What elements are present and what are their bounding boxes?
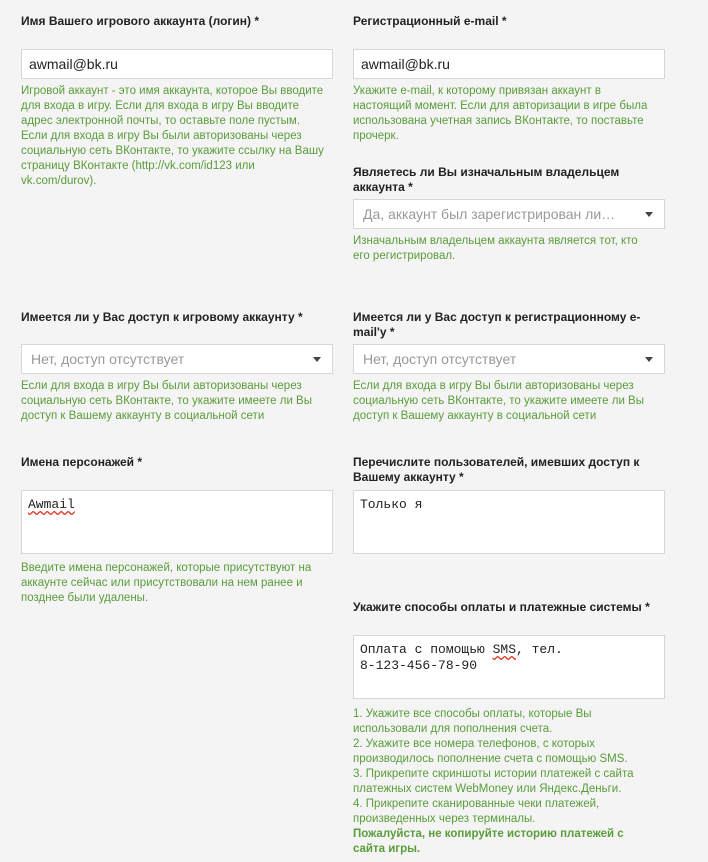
email-input-value: awmail@bk.ru bbox=[361, 56, 450, 72]
characters-textarea[interactable] bbox=[21, 490, 333, 554]
payment-textarea[interactable] bbox=[353, 635, 665, 699]
payment-label: Укажите способы оплаты и платежные системы * bbox=[353, 600, 650, 614]
login-input-value: awmail@bk.ru bbox=[29, 56, 118, 72]
payment-value: Оплата с помощью SMS, тел. 8-123-456-78-90 bbox=[360, 642, 563, 673]
chevron-down-icon bbox=[645, 212, 653, 217]
account-access-select[interactable] bbox=[21, 344, 333, 374]
chevron-down-icon bbox=[313, 357, 321, 362]
original-owner-select[interactable] bbox=[353, 199, 665, 229]
account-access-selected: Нет, доступ отсутствует bbox=[31, 351, 185, 367]
payment-hint-item: 2. Укажите все номера телефонов, с которых производилось пополнение счета с помощью SMS. bbox=[353, 738, 628, 765]
login-input[interactable] bbox=[21, 49, 333, 79]
users-value: Только я bbox=[360, 497, 423, 512]
users-textarea[interactable] bbox=[353, 490, 665, 554]
payment-hints bbox=[353, 707, 658, 857]
payment-hint-item: 3. Прикрепите скриншоты истории платежей с сайта платежных систем WebMoney или Яндекс.Деньги. bbox=[353, 768, 634, 795]
account-access-hint: Если для входа в игру Вы были авторизованы через социальную сеть ВКонтакте, то укажите имеете ли Вы доступ к Вашему аккаунту в социальной сети bbox=[21, 380, 312, 422]
original-owner-label: Являетесь ли Вы изначальным владельцем аккаунта * bbox=[353, 165, 620, 194]
email-access-selected: Нет, доступ отсутствует bbox=[363, 351, 517, 367]
payment-hint-item: 4. Прикрепите сканированные чеки платежей, произведенных через терминалы. bbox=[353, 798, 600, 825]
characters-hint: Введите имена персонажей, которые присутствуют на аккаунте сейчас или присутствовали на нем ранее и позднее были удалены. bbox=[21, 562, 312, 604]
users-label: Перечислите пользователей, имевших доступ к Вашему аккаунту * bbox=[353, 455, 640, 484]
login-label: Имя Вашего игрового аккаунта (логин) * bbox=[21, 14, 260, 28]
login-hint: Игровой аккаунт - это имя аккаунта, которое Вы вводите для входа в игру. Если для входа в игру Вы вводите адрес электронной почты, то оставьте поле пустым. Если для входа в игру Вы были авторизованы через социальную сеть ВКонтакте, то укажите ссылку на Вашу страницу ВКонтакте (http://vk.com/id123 или vk.com/durov). bbox=[21, 85, 324, 187]
email-hint: Укажите e-mail, к которому привязан аккаунт в настоящий момент. Если для авторизации в игре была использована учетная запись ВКонтакте, то поставьте прочерк. bbox=[353, 85, 648, 142]
email-access-select[interactable] bbox=[353, 344, 665, 374]
email-label: Регистрационный e-mail * bbox=[353, 14, 507, 28]
payment-warning: Пожалуйста, не копируйте историю платежей с сайта игры. bbox=[353, 828, 624, 855]
original-owner-hint: Изначальным владельцем аккаунта является тот, кто его регистрировал. bbox=[353, 235, 638, 262]
payment-hint-item: 1. Укажите все способы оплаты, которые Вы использовали для пополнения счета. bbox=[353, 708, 592, 735]
original-owner-selected: Да, аккаунт был зарегистрирован ли… bbox=[363, 206, 616, 222]
email-input[interactable] bbox=[353, 49, 665, 79]
characters-value: Awmail bbox=[28, 497, 75, 512]
characters-label: Имена персонажей * bbox=[21, 455, 143, 469]
email-access-label: Имеется ли у Вас доступ к регистрационному e-mail'у * bbox=[353, 310, 641, 339]
email-access-hint: Если для входа в игру Вы были авторизованы через социальную сеть ВКонтакте, то укажите имеете ли Вы доступ к Вашему аккаунту в социальной сети bbox=[353, 380, 644, 422]
chevron-down-icon bbox=[645, 357, 653, 362]
account-access-label: Имеется ли у Вас доступ к игровому аккаунту * bbox=[21, 310, 303, 324]
